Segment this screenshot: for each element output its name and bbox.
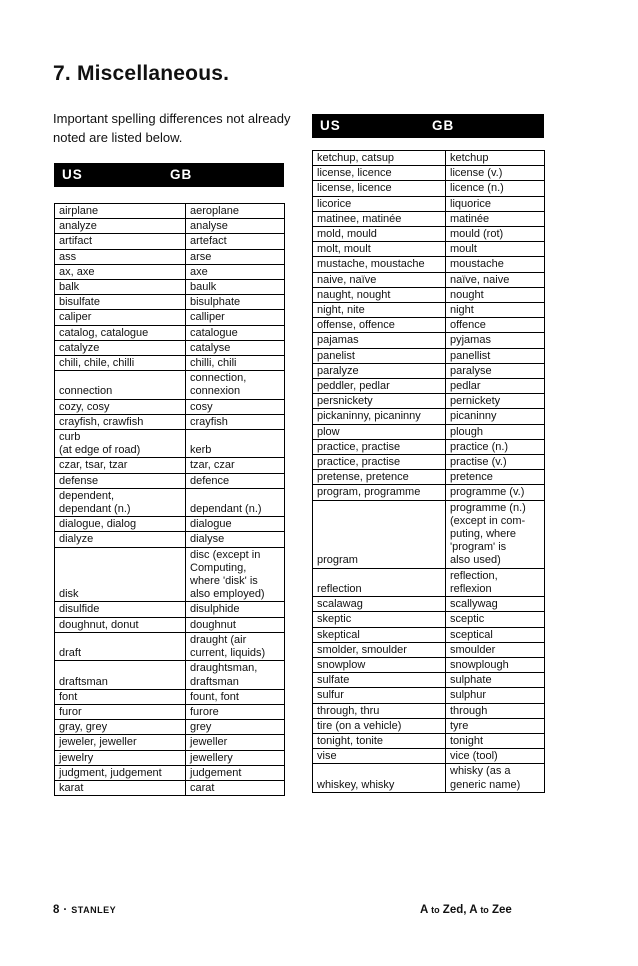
- table-row: [55, 488, 285, 516]
- gb-spelling: dialogue: [186, 517, 285, 532]
- title-part: ,: [463, 904, 470, 916]
- us-spelling: jewelry: [55, 750, 186, 765]
- footer-brand: STANLEY: [71, 905, 117, 915]
- title-part: to: [480, 905, 489, 915]
- us-spelling: persnickety: [313, 394, 446, 409]
- table-row: [55, 547, 285, 602]
- gb-spelling: artefact: [186, 234, 285, 249]
- gb-spelling: naïve, naive: [446, 272, 545, 287]
- us-header: US: [62, 167, 83, 182]
- table-row: [55, 204, 285, 219]
- gb-spelling: sulphate: [446, 673, 545, 688]
- gb-spelling: dialyse: [186, 532, 285, 547]
- table-row: [55, 264, 285, 279]
- table-row: [55, 704, 285, 719]
- gb-spelling: chilli, chili: [186, 356, 285, 371]
- table-row: [55, 234, 285, 249]
- us-spelling: peddler, pedlar: [313, 379, 446, 394]
- us-spelling: draft: [55, 632, 186, 660]
- us-spelling: molt, moult: [313, 242, 446, 257]
- us-spelling: curb (at edge of road): [55, 430, 186, 458]
- us-spelling: whiskey, whisky: [313, 764, 446, 792]
- table-row: [55, 399, 285, 414]
- table-row: [313, 166, 545, 181]
- gb-spelling: kerb: [186, 430, 285, 458]
- gb-spelling: practice (n.): [446, 439, 545, 454]
- table-row: [55, 340, 285, 355]
- gb-spelling: disulphide: [186, 602, 285, 617]
- gb-spelling: baulk: [186, 280, 285, 295]
- table-row: [55, 661, 285, 689]
- us-spelling: skeptic: [313, 612, 446, 627]
- footer-left: [53, 904, 116, 916]
- table-row: [55, 310, 285, 325]
- us-spelling: plow: [313, 424, 446, 439]
- gb-spelling: offence: [446, 318, 545, 333]
- gb-spelling: ketchup: [446, 151, 545, 166]
- us-spelling: dialogue, dialog: [55, 517, 186, 532]
- us-spelling: dialyze: [55, 532, 186, 547]
- gb-spelling: draught (air current, liquids): [186, 632, 285, 660]
- gb-spelling: fount, font: [186, 689, 285, 704]
- gb-spelling: bisulphate: [186, 295, 285, 310]
- gb-spelling: mould (rot): [446, 227, 545, 242]
- us-spelling: caliper: [55, 310, 186, 325]
- right-table-header: [312, 114, 544, 138]
- us-spelling: balk: [55, 280, 186, 295]
- us-spelling: sulfate: [313, 673, 446, 688]
- gb-spelling: carat: [186, 780, 285, 795]
- gb-spelling: draughtsman, draftsman: [186, 661, 285, 689]
- us-spelling: tonight, tonite: [313, 733, 446, 748]
- us-spelling: ax, axe: [55, 264, 186, 279]
- us-spelling: practice, practise: [313, 439, 446, 454]
- table-row: [313, 424, 545, 439]
- gb-spelling: cosy: [186, 399, 285, 414]
- us-spelling: licorice: [313, 196, 446, 211]
- table-row: [313, 749, 545, 764]
- table-row: [55, 356, 285, 371]
- table-row: [313, 470, 545, 485]
- gb-spelling: night: [446, 303, 545, 318]
- table-row: [313, 688, 545, 703]
- us-spelling: program, programme: [313, 485, 446, 500]
- us-spelling: disk: [55, 547, 186, 602]
- table-row: [55, 473, 285, 488]
- table-row: [55, 295, 285, 310]
- gb-spelling: connection, connexion: [186, 371, 285, 399]
- table-row: [313, 673, 545, 688]
- gb-spelling: grey: [186, 720, 285, 735]
- table-row: [55, 750, 285, 765]
- title-part: Zed: [442, 904, 464, 916]
- gb-spelling: picaninny: [446, 409, 545, 424]
- us-spelling: dependent, dependant (n.): [55, 488, 186, 516]
- table-row: [313, 409, 545, 424]
- us-spelling: connection: [55, 371, 186, 399]
- table-row: [55, 219, 285, 234]
- table-row: [313, 303, 545, 318]
- table-row: [313, 657, 545, 672]
- us-spelling: bisulfate: [55, 295, 186, 310]
- gb-spelling: vice (tool): [446, 749, 545, 764]
- gb-spelling: scallywag: [446, 597, 545, 612]
- gb-spelling: licence (n.): [446, 181, 545, 196]
- us-spelling: czar, tsar, tzar: [55, 458, 186, 473]
- table-row: [313, 151, 545, 166]
- gb-spelling: catalyse: [186, 340, 285, 355]
- us-spelling: snowplow: [313, 657, 446, 672]
- gb-spelling: panellist: [446, 348, 545, 363]
- gb-spelling: matinée: [446, 211, 545, 226]
- us-spelling: disulfide: [55, 602, 186, 617]
- gb-spelling: jewellery: [186, 750, 285, 765]
- gb-spelling: sceptical: [446, 627, 545, 642]
- table-row: [313, 500, 545, 568]
- us-spelling: reflection: [313, 568, 446, 596]
- table-row: [313, 394, 545, 409]
- us-spelling: smolder, smoulder: [313, 642, 446, 657]
- table-row: [313, 211, 545, 226]
- us-spelling: crayfish, crawfish: [55, 414, 186, 429]
- table-row: [313, 612, 545, 627]
- gb-spelling: judgement: [186, 765, 285, 780]
- gb-spelling: paralyse: [446, 363, 545, 378]
- us-spelling: catalog, catalogue: [55, 325, 186, 340]
- gb-spelling: pretence: [446, 470, 545, 485]
- us-spelling: jeweler, jeweller: [55, 735, 186, 750]
- right-spelling-table: [312, 150, 545, 793]
- table-row: [313, 733, 545, 748]
- us-spelling: furor: [55, 704, 186, 719]
- us-spelling: program: [313, 500, 446, 568]
- table-row: [313, 318, 545, 333]
- us-spelling: karat: [55, 780, 186, 795]
- gb-spelling: plough: [446, 424, 545, 439]
- gb-spelling: analyse: [186, 219, 285, 234]
- us-spelling: defense: [55, 473, 186, 488]
- title-part: Zee: [492, 904, 512, 916]
- footer-book-title: [420, 904, 512, 916]
- gb-spelling: catalogue: [186, 325, 285, 340]
- table-row: [55, 765, 285, 780]
- gb-spelling: jeweller: [186, 735, 285, 750]
- table-row: [55, 602, 285, 617]
- us-spelling: font: [55, 689, 186, 704]
- us-spelling: skeptical: [313, 627, 446, 642]
- us-spelling: cozy, cosy: [55, 399, 186, 414]
- gb-spelling: sulphur: [446, 688, 545, 703]
- table-row: [55, 414, 285, 429]
- table-row: [55, 325, 285, 340]
- gb-spelling: furore: [186, 704, 285, 719]
- table-row: [55, 371, 285, 399]
- us-spelling: ketchup, catsup: [313, 151, 446, 166]
- gb-spelling: sceptic: [446, 612, 545, 627]
- table-row: [55, 430, 285, 458]
- gb-header: GB: [432, 118, 455, 133]
- us-spelling: matinee, matinée: [313, 211, 446, 226]
- gb-spelling: pernickety: [446, 394, 545, 409]
- us-spelling: pickaninny, picaninny: [313, 409, 446, 424]
- us-spelling: draftsman: [55, 661, 186, 689]
- left-table-header: [54, 163, 284, 187]
- us-spelling: through, thru: [313, 703, 446, 718]
- gb-spelling: tonight: [446, 733, 545, 748]
- us-spelling: pajamas: [313, 333, 446, 348]
- table-row: [313, 348, 545, 363]
- us-spelling: vise: [313, 749, 446, 764]
- gb-spelling: programme (n.) (except in com- puting, where 'program' is also used): [446, 500, 545, 568]
- gb-spelling: snowplough: [446, 657, 545, 672]
- table-row: [313, 485, 545, 500]
- us-spelling: mold, mould: [313, 227, 446, 242]
- gb-spelling: defence: [186, 473, 285, 488]
- us-spelling: mustache, moustache: [313, 257, 446, 272]
- us-spelling: ass: [55, 249, 186, 264]
- table-row: [313, 363, 545, 378]
- us-spelling: analyze: [55, 219, 186, 234]
- gb-header: GB: [170, 167, 193, 182]
- us-spelling: gray, grey: [55, 720, 186, 735]
- us-spelling: doughnut, donut: [55, 617, 186, 632]
- gb-spelling: dependant (n.): [186, 488, 285, 516]
- table-row: [55, 280, 285, 295]
- table-row: [55, 632, 285, 660]
- us-spelling: license, licence: [313, 166, 446, 181]
- us-spelling: panelist: [313, 348, 446, 363]
- table-row: [55, 517, 285, 532]
- title-part: A: [469, 904, 478, 916]
- us-spelling: naught, nought: [313, 287, 446, 302]
- us-spelling: judgment, judgement: [55, 765, 186, 780]
- us-spelling: chili, chile, chilli: [55, 356, 186, 371]
- table-row: [313, 196, 545, 211]
- table-row: [313, 379, 545, 394]
- table-row: [313, 455, 545, 470]
- table-row: [313, 181, 545, 196]
- table-row: [313, 764, 545, 792]
- intro-text: Important spelling differences not already noted are listed below.: [53, 111, 291, 145]
- table-row: [313, 703, 545, 718]
- us-spelling: license, licence: [313, 181, 446, 196]
- table-row: [313, 568, 545, 596]
- us-spelling: sulfur: [313, 688, 446, 703]
- gb-spelling: nought: [446, 287, 545, 302]
- gb-spelling: through: [446, 703, 545, 718]
- table-row: [313, 333, 545, 348]
- gb-spelling: aeroplane: [186, 204, 285, 219]
- table-row: [313, 272, 545, 287]
- table-row: [313, 597, 545, 612]
- gb-spelling: tyre: [446, 718, 545, 733]
- gb-spelling: doughnut: [186, 617, 285, 632]
- gb-spelling: smoulder: [446, 642, 545, 657]
- gb-spelling: disc (except in Computing, where 'disk' is also employed): [186, 547, 285, 602]
- gb-spelling: axe: [186, 264, 285, 279]
- gb-spelling: tzar, czar: [186, 458, 285, 473]
- table-row: [313, 627, 545, 642]
- us-spelling: night, nite: [313, 303, 446, 318]
- us-spelling: paralyze: [313, 363, 446, 378]
- table-row: [55, 532, 285, 547]
- table-row: [55, 735, 285, 750]
- table-row: [55, 689, 285, 704]
- gb-spelling: liquorice: [446, 196, 545, 211]
- gb-spelling: whisky (as a generic name): [446, 764, 545, 792]
- page-number: 8: [53, 904, 60, 916]
- gb-spelling: calliper: [186, 310, 285, 325]
- us-spelling: naive, naïve: [313, 272, 446, 287]
- us-spelling: airplane: [55, 204, 186, 219]
- title-part: A: [420, 904, 428, 916]
- left-spelling-table: [54, 203, 285, 796]
- gb-spelling: programme (v.): [446, 485, 545, 500]
- page-title: 7. Miscellaneous.: [53, 62, 230, 85]
- gb-spelling: reflection, reflexion: [446, 568, 545, 596]
- us-spelling: pretense, pretence: [313, 470, 446, 485]
- table-row: [313, 287, 545, 302]
- table-row: [55, 249, 285, 264]
- gb-spelling: moult: [446, 242, 545, 257]
- us-spelling: practice, practise: [313, 455, 446, 470]
- gb-spelling: pedlar: [446, 379, 545, 394]
- us-spelling: scalawag: [313, 597, 446, 612]
- title-part: to: [431, 905, 440, 915]
- gb-spelling: moustache: [446, 257, 545, 272]
- table-row: [55, 458, 285, 473]
- table-row: [313, 242, 545, 257]
- table-row: [55, 617, 285, 632]
- gb-spelling: pyjamas: [446, 333, 545, 348]
- gb-spelling: arse: [186, 249, 285, 264]
- gb-spelling: license (v.): [446, 166, 545, 181]
- gb-spelling: practise (v.): [446, 455, 545, 470]
- us-spelling: offense, offence: [313, 318, 446, 333]
- us-header: US: [320, 118, 341, 133]
- footer-separator: ·: [63, 904, 68, 916]
- table-row: [313, 439, 545, 454]
- table-row: [55, 720, 285, 735]
- us-spelling: artifact: [55, 234, 186, 249]
- table-row: [55, 780, 285, 795]
- gb-spelling: crayfish: [186, 414, 285, 429]
- table-row: [313, 257, 545, 272]
- us-spelling: catalyze: [55, 340, 186, 355]
- table-row: [313, 642, 545, 657]
- table-row: [313, 718, 545, 733]
- table-row: [313, 227, 545, 242]
- us-spelling: tire (on a vehicle): [313, 718, 446, 733]
